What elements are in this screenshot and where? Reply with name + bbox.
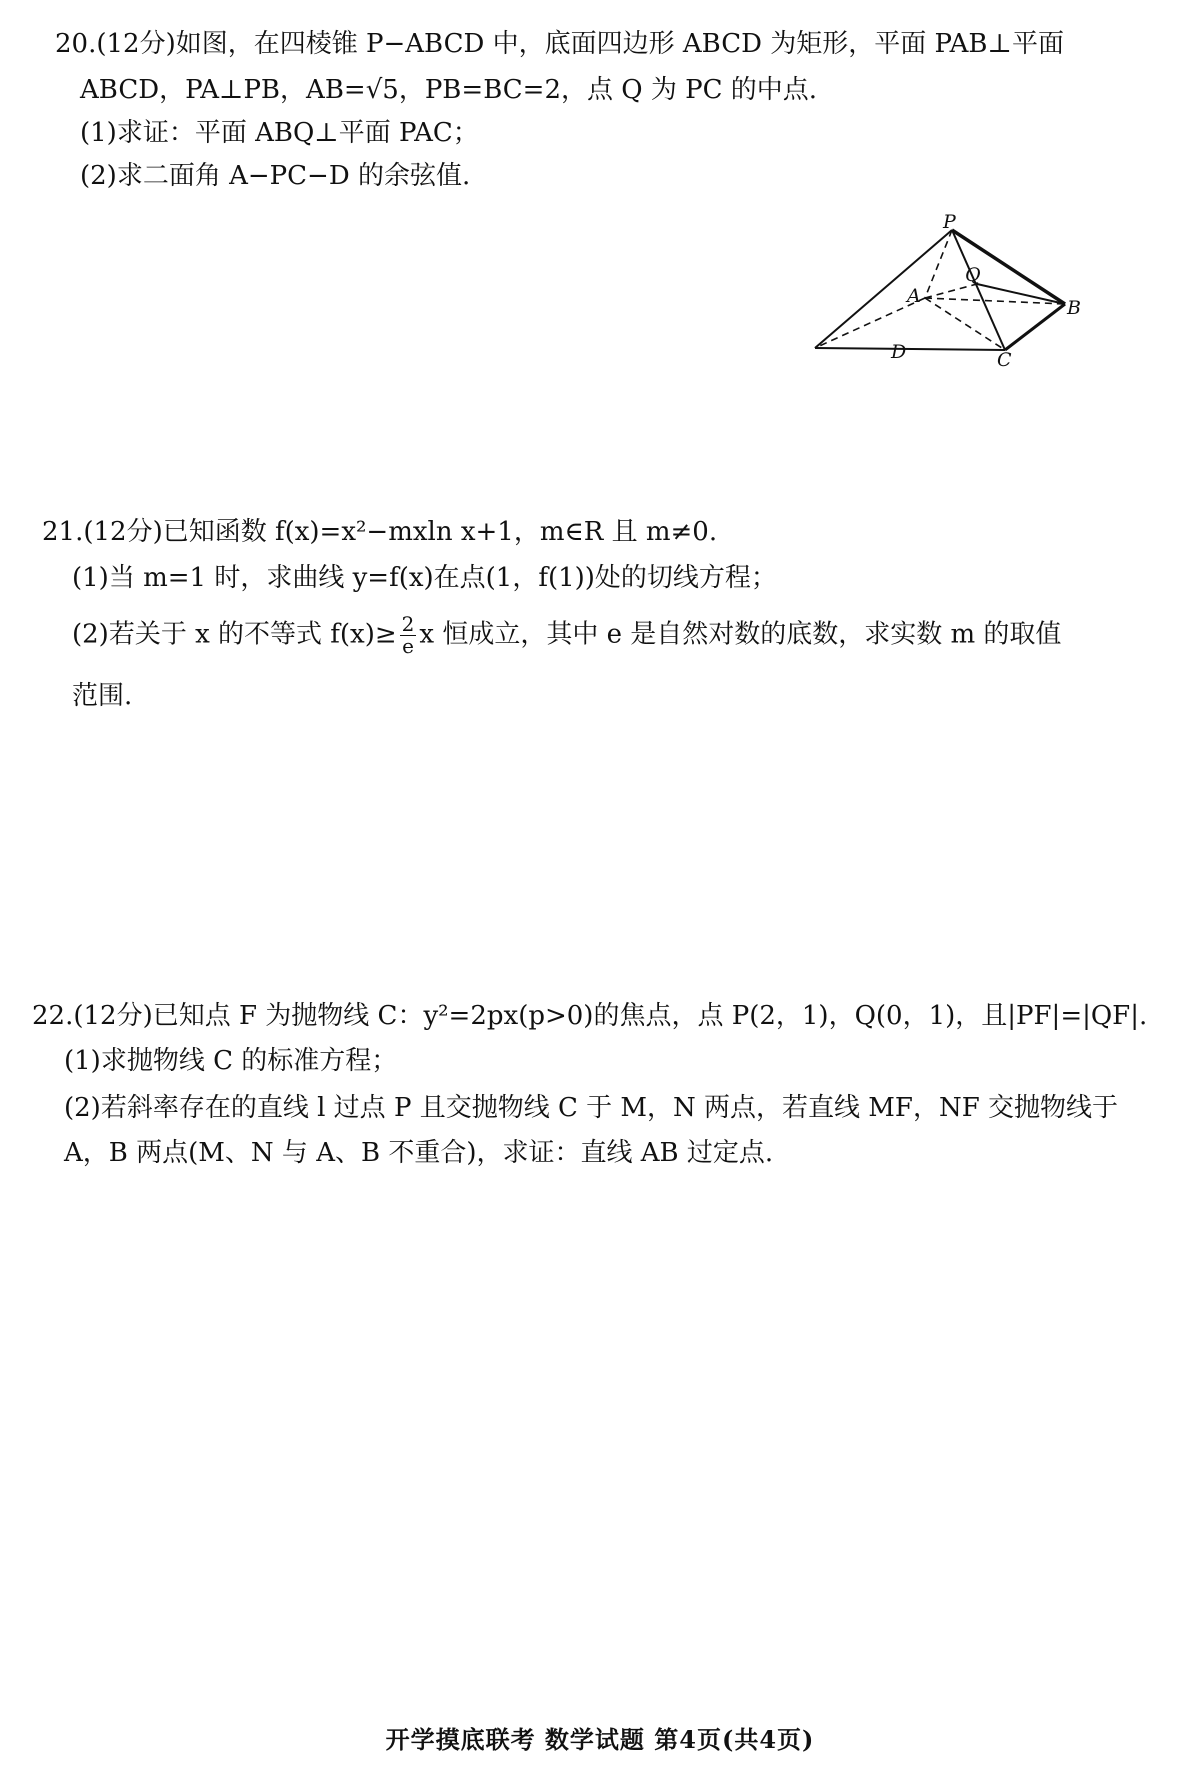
q21-part2-before: (2)若关于 x 的不等式 f(x)≥ [72, 619, 397, 650]
q21-part2-after: x 恒成立，其中 e 是自然对数的底数，求实数 m 的取值 [419, 619, 1062, 650]
edge-CB [1005, 304, 1065, 350]
q22-part2-line2: A，B 两点(M、N 与 A、B 不重合)，求证：直线 AB 过定点. [64, 1138, 774, 1168]
fraction-numerator: 2 [401, 612, 415, 636]
q21-stem: 21.(12分)已知函数 f(x)=x²−mxln x+1，m∈R 且 m≠0. [42, 517, 718, 547]
label-P: P [943, 211, 956, 233]
pyramid-diagram [891, 211, 1195, 420]
q22-part1: (1)求抛物线 C 的标准方程； [64, 1046, 398, 1076]
q21-part1: (1)当 m=1 时，求曲线 y=f(x)在点(1，f(1))处的切线方程； [72, 563, 777, 593]
q21-part2-continuation: 范围. [72, 681, 133, 711]
q22-stem: 22.(12分)已知点 F 为抛物线 C：y²=2px(p>0)的焦点，点 P(2，1)，Q(0，1)，且|PF|=|QF|. [32, 1001, 1148, 1031]
edge-PA [925, 230, 952, 298]
label-B: B [1067, 297, 1081, 319]
q20-part2: (2)求二面角 A−PC−D 的余弦值. [80, 161, 471, 191]
q20-stem-line2: ABCD，PA⊥PB，AB=√5，PB=BC=2，点 Q 为 PC 的中点. [80, 75, 818, 105]
page-footer: 开学摸底联考 数学试题 第4页(共4页) [385, 1725, 815, 1754]
pyramid-figure [891, 211, 1195, 420]
q20-part1: (1)求证：平面 ABQ⊥平面 PAC； [80, 118, 479, 148]
q21-part2-line [72, 614, 1061, 657]
edge-PD [815, 230, 952, 348]
segment-AQ [925, 284, 977, 298]
q20-stem-line1: 20.(12分)如图，在四棱锥 P−ABCD 中，底面四边形 ABCD 为矩形，平面 PAB⊥平面 [55, 29, 1064, 59]
label-D: D [891, 341, 907, 363]
fraction-2-over-e [400, 614, 417, 657]
label-C: C [997, 349, 1012, 371]
label-Q: Q [965, 264, 981, 286]
q22-part2-line1: (2)若斜率存在的直线 l 过点 P 且交抛物线 C 于 M，N 两点，若直线 MF，NF 交抛物线于 [64, 1093, 1119, 1123]
label-A: A [907, 285, 921, 307]
fraction-denominator: e [402, 634, 414, 658]
edge-DC [815, 348, 1005, 350]
